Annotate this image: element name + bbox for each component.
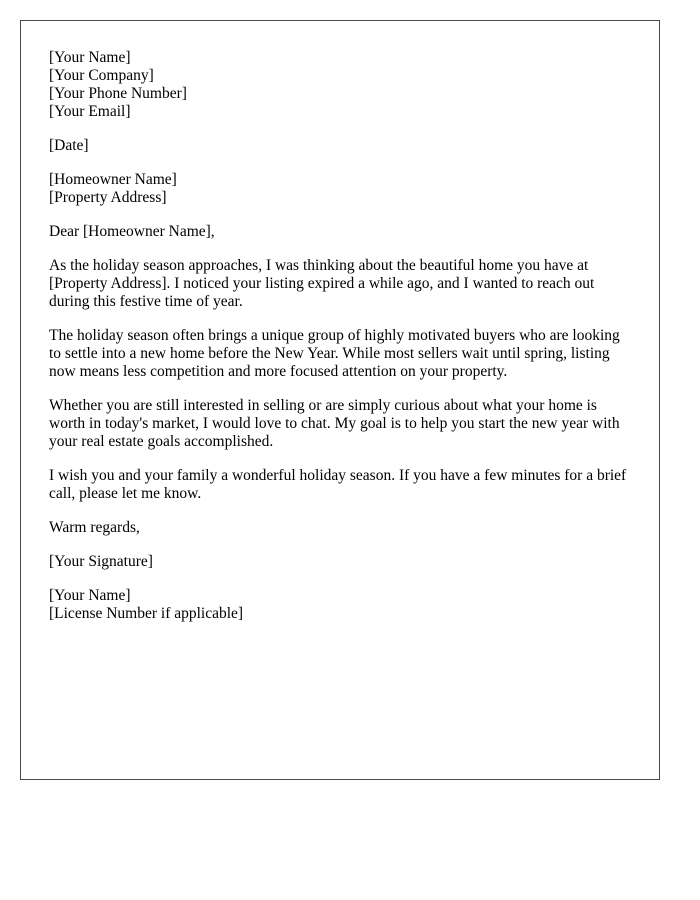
sender-email: [Your Email] [49,103,131,120]
letter-page [20,20,660,780]
salutation: Dear [Homeowner Name], [49,223,215,240]
footer-name: [Your Name] [49,587,131,604]
recipient-name: [Homeowner Name] [49,171,177,188]
sender-name: [Your Name] [49,49,131,66]
paragraph-wishes: I wish you and your family a wonderful holiday season. If you have a few minutes for a brief call, please let me know. [49,467,627,502]
recipient-address: [Property Address] [49,189,167,206]
sender-block [49,49,629,121]
date-block [49,137,629,155]
letter-date: [Date] [49,137,89,154]
recipient-block [49,171,629,207]
closing: Warm regards, [49,519,140,536]
footer-license: [License Number if applicable] [49,605,244,622]
signature: [Your Signature] [49,553,153,570]
paragraph-market: Whether you are still interested in selling or are simply curious about what your home is worth in today's market, I would love to chat. My goal is to help you start the new year with your real estate goals accomplished. [49,397,620,450]
sender-phone: [Your Phone Number] [49,85,187,102]
sender-company: [Your Company] [49,67,154,84]
footer-block [49,587,629,623]
paragraph-intro: As the holiday season approaches, I was thinking about the beautiful home you have at [Property Address]. I noticed your listing expired a while ago, and I wanted to reach out during this festive time of year. [49,257,595,310]
paragraph-buyers: The holiday season often brings a unique group of highly motivated buyers who are looking to settle into a new home before the New Year. While most sellers wait until spring, listing now means less competition and more focused attention on your property. [49,327,620,380]
letter-body [49,49,629,639]
